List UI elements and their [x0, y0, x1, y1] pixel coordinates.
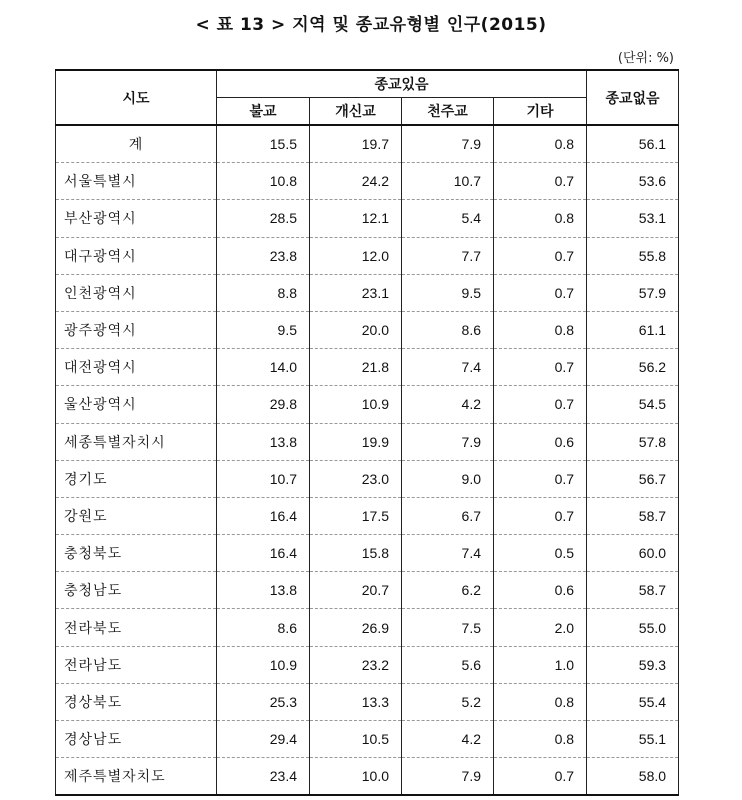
value-cell: 4.2 [402, 721, 494, 758]
value-cell: 29.4 [217, 721, 310, 758]
value-cell: 55.0 [587, 609, 679, 646]
value-cell: 13.3 [310, 683, 402, 720]
value-cell: 20.7 [310, 572, 402, 609]
value-cell: 0.7 [494, 386, 587, 423]
value-cell: 5.2 [402, 683, 494, 720]
value-cell: 55.4 [587, 683, 679, 720]
value-cell: 5.6 [402, 646, 494, 683]
header-no-religion: 종교없음 [587, 70, 679, 125]
value-cell: 57.9 [587, 274, 679, 311]
value-cell: 29.8 [217, 386, 310, 423]
value-cell: 9.0 [402, 460, 494, 497]
value-cell: 0.7 [494, 349, 587, 386]
table-row [56, 646, 679, 683]
header-region: 시도 [56, 70, 217, 125]
table-row [56, 311, 679, 348]
value-cell: 8.6 [402, 311, 494, 348]
value-cell: 0.8 [494, 200, 587, 237]
value-cell: 57.8 [587, 423, 679, 460]
value-cell: 26.9 [310, 609, 402, 646]
region-name: 강원도 [56, 497, 217, 534]
value-cell: 8.8 [217, 274, 310, 311]
value-cell: 0.8 [494, 683, 587, 720]
value-cell: 16.4 [217, 535, 310, 572]
unit-label: (단위: %) [617, 51, 674, 66]
region-name: 경상남도 [56, 721, 217, 758]
value-cell: 55.8 [587, 237, 679, 274]
region-name: 대전광역시 [56, 349, 217, 386]
value-cell: 21.8 [310, 349, 402, 386]
value-cell: 10.9 [310, 386, 402, 423]
region-name: 경상북도 [56, 683, 217, 720]
table-row [56, 386, 679, 423]
value-cell: 5.4 [402, 200, 494, 237]
value-cell: 23.8 [217, 237, 310, 274]
value-cell: 13.8 [217, 423, 310, 460]
region-name: 전라남도 [56, 646, 217, 683]
table-row [56, 758, 679, 796]
value-cell: 15.8 [310, 535, 402, 572]
value-cell: 0.8 [494, 721, 587, 758]
table-row [56, 497, 679, 534]
region-name: 제주특별자치도 [56, 758, 217, 796]
value-cell: 54.5 [587, 386, 679, 423]
value-cell: 10.5 [310, 721, 402, 758]
value-cell: 6.7 [402, 497, 494, 534]
table-row [56, 274, 679, 311]
value-cell: 61.1 [587, 311, 679, 348]
value-cell: 7.7 [402, 237, 494, 274]
value-cell: 55.1 [587, 721, 679, 758]
table-row [56, 423, 679, 460]
value-cell: 10.7 [402, 163, 494, 200]
value-cell: 56.7 [587, 460, 679, 497]
table-row [56, 721, 679, 758]
table-row [56, 460, 679, 497]
region-name: 서울특별시 [56, 163, 217, 200]
value-cell: 7.4 [402, 535, 494, 572]
value-cell: 10.7 [217, 460, 310, 497]
value-cell: 0.7 [494, 497, 587, 534]
region-name: 광주광역시 [56, 311, 217, 348]
value-cell: 0.7 [494, 163, 587, 200]
value-cell: 13.8 [217, 572, 310, 609]
region-name: 충청남도 [56, 572, 217, 609]
value-cell: 23.0 [310, 460, 402, 497]
table-title: < 표 13 > 지역 및 종교유형별 인구(2015) [195, 15, 547, 35]
value-cell: 53.1 [587, 200, 679, 237]
header-catholic: 천주교 [402, 98, 494, 126]
value-cell: 0.7 [494, 237, 587, 274]
value-cell: 10.8 [217, 163, 310, 200]
value-cell: 14.0 [217, 349, 310, 386]
value-cell: 12.0 [310, 237, 402, 274]
value-cell: 7.9 [402, 125, 494, 163]
value-cell: 17.5 [310, 497, 402, 534]
value-cell: 9.5 [402, 274, 494, 311]
header-row-1 [56, 70, 679, 98]
value-cell: 25.3 [217, 683, 310, 720]
value-cell: 15.5 [217, 125, 310, 163]
table-row [56, 349, 679, 386]
table-row [56, 125, 679, 163]
value-cell: 16.4 [217, 497, 310, 534]
region-name: 세종특별자치시 [56, 423, 217, 460]
value-cell: 58.0 [587, 758, 679, 796]
table-row [56, 572, 679, 609]
value-cell: 12.1 [310, 200, 402, 237]
region-name: 경기도 [56, 460, 217, 497]
header-protestant: 개신교 [310, 98, 402, 126]
header-other: 기타 [494, 98, 587, 126]
value-cell: 2.0 [494, 609, 587, 646]
value-cell: 0.8 [494, 311, 587, 348]
value-cell: 7.5 [402, 609, 494, 646]
header-buddhism: 불교 [217, 98, 310, 126]
value-cell: 1.0 [494, 646, 587, 683]
value-cell: 0.7 [494, 758, 587, 796]
region-name: 계 [56, 125, 217, 163]
value-cell: 58.7 [587, 572, 679, 609]
value-cell: 9.5 [217, 311, 310, 348]
value-cell: 0.7 [494, 274, 587, 311]
value-cell: 0.6 [494, 572, 587, 609]
value-cell: 20.0 [310, 311, 402, 348]
table-row [56, 683, 679, 720]
value-cell: 10.9 [217, 646, 310, 683]
value-cell: 7.9 [402, 423, 494, 460]
religion-table [55, 69, 679, 796]
table-row [56, 609, 679, 646]
value-cell: 0.7 [494, 460, 587, 497]
value-cell: 4.2 [402, 386, 494, 423]
value-cell: 0.6 [494, 423, 587, 460]
table-row [56, 200, 679, 237]
value-cell: 23.2 [310, 646, 402, 683]
value-cell: 56.2 [587, 349, 679, 386]
value-cell: 24.2 [310, 163, 402, 200]
table-body [56, 125, 679, 795]
value-cell: 8.6 [217, 609, 310, 646]
value-cell: 10.0 [310, 758, 402, 796]
table-row [56, 535, 679, 572]
region-name: 부산광역시 [56, 200, 217, 237]
value-cell: 28.5 [217, 200, 310, 237]
region-name: 대구광역시 [56, 237, 217, 274]
value-cell: 53.6 [587, 163, 679, 200]
region-name: 충청북도 [56, 535, 217, 572]
value-cell: 23.1 [310, 274, 402, 311]
value-cell: 23.4 [217, 758, 310, 796]
region-name: 전라북도 [56, 609, 217, 646]
region-name: 인천광역시 [56, 274, 217, 311]
table-row [56, 237, 679, 274]
value-cell: 59.3 [587, 646, 679, 683]
table-row [56, 163, 679, 200]
value-cell: 60.0 [587, 535, 679, 572]
value-cell: 19.9 [310, 423, 402, 460]
value-cell: 7.4 [402, 349, 494, 386]
value-cell: 58.7 [587, 497, 679, 534]
value-cell: 0.5 [494, 535, 587, 572]
value-cell: 19.7 [310, 125, 402, 163]
value-cell: 56.1 [587, 125, 679, 163]
value-cell: 6.2 [402, 572, 494, 609]
value-cell: 0.8 [494, 125, 587, 163]
header-religious-group: 종교있음 [217, 70, 587, 98]
region-name: 울산광역시 [56, 386, 217, 423]
value-cell: 7.9 [402, 758, 494, 796]
